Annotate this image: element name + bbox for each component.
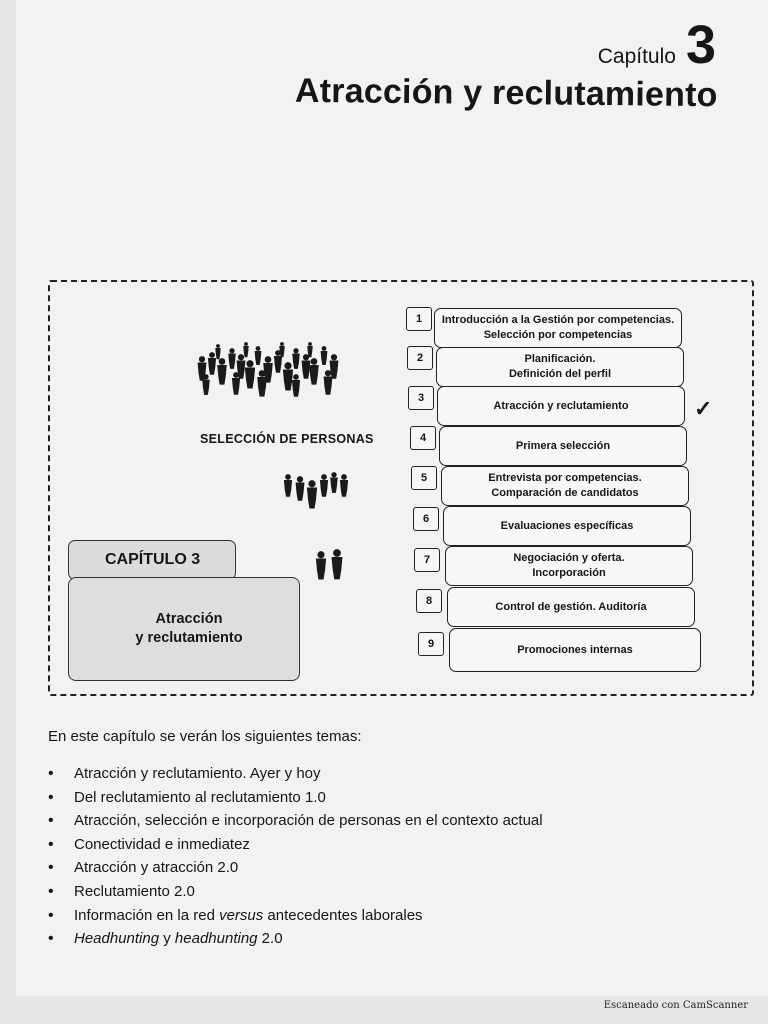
- topics-list: [48, 762, 568, 951]
- step-number: 8: [416, 589, 442, 613]
- step-line1: Introducción a la Gestión por competencias.: [441, 314, 675, 326]
- crowd-small-icon: [312, 547, 348, 591]
- list-item: • Información en la red versus antecedentes laborales: [48, 904, 568, 928]
- step-number: 3: [408, 386, 434, 410]
- crowd-medium-icon: [282, 470, 352, 516]
- chapter-title: Atracción y reclutamiento: [295, 71, 719, 115]
- step-box: [434, 308, 682, 348]
- list-item: • Atracción y atracción 2.0: [48, 856, 568, 880]
- step-box: [443, 506, 691, 546]
- step-line1: Planificación.: [524, 353, 596, 365]
- step-number: 2: [407, 346, 433, 370]
- step-number: 6: [413, 507, 439, 531]
- step-line1: Negociación y oferta.: [513, 552, 625, 564]
- crowd-large-icon: [196, 340, 344, 414]
- step-number: 7: [414, 548, 440, 572]
- topics-intro: En este capítulo se verán los siguientes temas:: [48, 728, 362, 745]
- step-number: 5: [411, 466, 437, 490]
- step-number: 9: [418, 632, 444, 656]
- step-box: [436, 347, 684, 387]
- step-box: [439, 426, 687, 466]
- step-line1: Promociones internas: [517, 643, 633, 656]
- step-number: 1: [406, 307, 432, 331]
- checkmark-icon: ✓: [694, 396, 713, 421]
- list-item: • Atracción, selección e incorporación de personas en el contexto actual: [48, 809, 568, 833]
- step-box: [445, 546, 693, 586]
- chapter-number: 3: [685, 15, 716, 75]
- chapter-tab: CAPÍTULO 3: [68, 540, 236, 580]
- step-line1: Evaluaciones específicas: [500, 519, 634, 532]
- chapter-word: Capítulo: [597, 45, 676, 68]
- step-line1: Primera selección: [515, 439, 611, 452]
- list-item: • Headhunting y headhunting 2.0: [48, 927, 568, 951]
- chapter-box-line2: y reclutamiento: [135, 630, 243, 646]
- step-box: [449, 628, 701, 672]
- list-item: • Reclutamiento 2.0: [48, 880, 568, 904]
- step-line2: Comparación de candidatos: [491, 487, 639, 499]
- step-line1: Control de gestión. Auditoría: [495, 600, 647, 613]
- scanner-watermark: Escaneado con CamScanner: [603, 1000, 748, 1011]
- step-line2: Incorporación: [532, 567, 606, 579]
- step-box: [441, 466, 689, 506]
- selection-label: SELECCIÓN DE PERSONAS: [200, 432, 374, 446]
- chapter-label: [597, 15, 716, 75]
- step-box: [447, 587, 695, 627]
- chapter-box: [68, 577, 300, 681]
- list-item: • Del reclutamiento al reclutamiento 1.0: [48, 786, 568, 810]
- step-line2: Selección por competencias: [483, 329, 633, 341]
- step-line1: Atracción y reclutamiento: [493, 399, 629, 412]
- step-number: 4: [410, 426, 436, 450]
- list-item: • Conectividad e inmediatez: [48, 833, 568, 857]
- chapter-box-line1: Atracción: [155, 611, 223, 627]
- step-box: [437, 386, 685, 426]
- list-item: • Atracción y reclutamiento. Ayer y hoy: [48, 762, 568, 786]
- step-line1: Entrevista por competencias.: [488, 472, 642, 484]
- step-line2: Definición del perfil: [508, 368, 612, 380]
